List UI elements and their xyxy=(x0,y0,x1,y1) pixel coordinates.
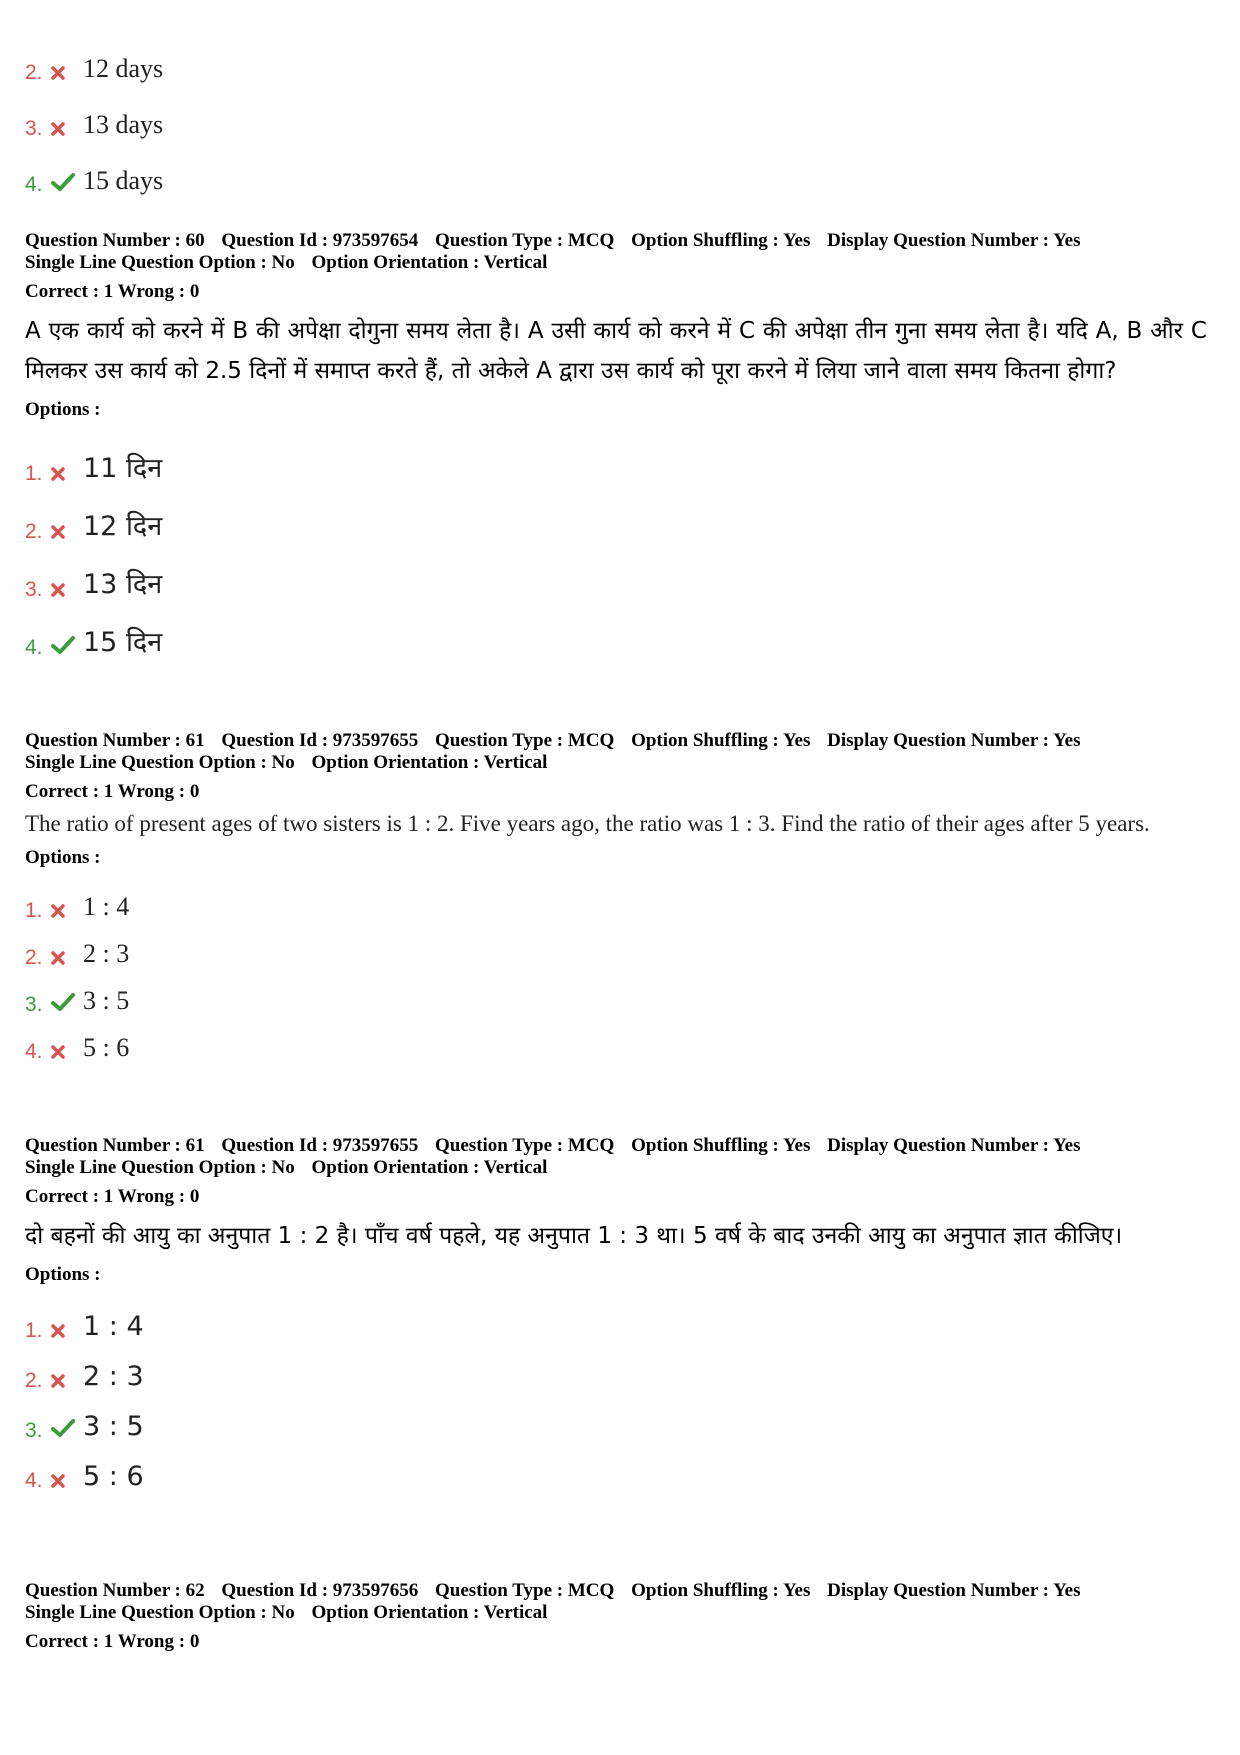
option-row xyxy=(25,1442,1215,1492)
option-row xyxy=(25,1016,1215,1063)
question-meta-line2: Single Line Question Option : No Option Orientation : Vertical xyxy=(25,1602,548,1623)
option-number: 2. xyxy=(25,1369,43,1392)
option-text: 3 : 5 xyxy=(83,1411,144,1442)
check-icon xyxy=(49,1416,83,1442)
cross-icon xyxy=(49,575,83,601)
option-number: 1. xyxy=(25,1319,43,1342)
option-text: 2 : 3 xyxy=(83,939,130,968)
marks-line: Correct : 1 Wrong : 0 xyxy=(25,1186,200,1207)
check-icon xyxy=(49,990,83,1016)
cross-icon xyxy=(49,1037,83,1063)
option-number: 2. xyxy=(25,520,43,543)
cross-icon xyxy=(49,114,83,140)
option-number: 3. xyxy=(25,993,43,1016)
top-options xyxy=(25,28,1215,196)
option-text: 13 दिन xyxy=(83,569,163,600)
option-row xyxy=(25,1292,1215,1342)
option-row xyxy=(25,969,1215,1016)
option-number: 3. xyxy=(25,1419,43,1442)
option-number: 4. xyxy=(25,1040,43,1063)
marks-line: Correct : 1 Wrong : 0 xyxy=(25,281,200,302)
question-text: The ratio of present ages of two sisters is 1 : 2. Five years ago, the ratio was 1 : 3. Find the ratio of their ages after 5 years. xyxy=(25,811,1150,836)
cross-icon xyxy=(49,943,83,969)
options-label: Options : xyxy=(25,399,101,420)
options-label: Options : xyxy=(25,1264,101,1285)
option-text: 15 दिन xyxy=(83,627,163,658)
option-text: 12 days xyxy=(83,54,164,83)
marks-line: Correct : 1 Wrong : 0 xyxy=(25,1631,200,1652)
option-row xyxy=(25,485,1215,543)
cross-icon xyxy=(49,517,83,543)
question-block xyxy=(25,1580,1215,1653)
option-number: 4. xyxy=(25,173,43,196)
question-meta: Question Number : 62 Question Id : 973597656 Question Type : MCQ Option Shuffling : Yes Display Question Number : Yes xyxy=(25,1580,1081,1601)
cross-icon xyxy=(49,1366,83,1392)
option-row xyxy=(25,1392,1215,1442)
option-number: 1. xyxy=(25,462,43,485)
option-row xyxy=(25,84,1215,140)
option-row xyxy=(25,922,1215,969)
option-number: 4. xyxy=(25,636,43,659)
cross-icon xyxy=(49,1316,83,1342)
cross-icon xyxy=(49,1466,83,1492)
options-list xyxy=(25,875,1215,1063)
option-row xyxy=(25,28,1215,84)
option-row xyxy=(25,427,1215,485)
option-number: 1. xyxy=(25,899,43,922)
option-number: 2. xyxy=(25,946,43,969)
option-text: 11 दिन xyxy=(83,453,163,484)
check-icon xyxy=(49,170,83,196)
option-number: 3. xyxy=(25,117,43,140)
option-text: 15 days xyxy=(83,166,164,195)
option-text: 1 : 4 xyxy=(83,1311,144,1342)
question-meta: Question Number : 61 Question Id : 973597655 Question Type : MCQ Option Shuffling : Yes Display Question Number : Yes xyxy=(25,1135,1081,1156)
cross-icon xyxy=(49,896,83,922)
option-text: 13 days xyxy=(83,110,164,139)
option-number: 4. xyxy=(25,1469,43,1492)
option-row xyxy=(25,543,1215,601)
question-text: A एक कार्य को करने में B की अपेक्षा दोगुना समय लेता है। A उसी कार्य को करने में C की अपेक्षा तीन गुना समय लेता है। यदि A, B और C मिलकर उस कार्य को 2.5 दिनों में समाप्त करते हैं, तो अकेले A द्वारा उस कार्य को पूरा करने में लिया जाने वाला समय कितना होगा? xyxy=(25,318,1207,384)
option-text: 2 : 3 xyxy=(83,1361,144,1392)
options-list xyxy=(25,427,1215,659)
option-row xyxy=(25,875,1215,922)
check-icon xyxy=(49,633,83,659)
question-meta-line2: Single Line Question Option : No Option Orientation : Vertical xyxy=(25,752,548,773)
question-block xyxy=(25,730,1215,1063)
marks-line: Correct : 1 Wrong : 0 xyxy=(25,781,200,802)
option-text: 5 : 6 xyxy=(83,1461,144,1492)
option-number: 3. xyxy=(25,578,43,601)
option-number: 2. xyxy=(25,61,43,84)
cross-icon xyxy=(49,459,83,485)
option-text: 12 दिन xyxy=(83,511,163,542)
options-list xyxy=(25,1292,1215,1492)
cross-icon xyxy=(49,58,83,84)
option-text: 1 : 4 xyxy=(83,892,130,921)
question-block xyxy=(25,1135,1215,1492)
option-text: 3 : 5 xyxy=(83,986,130,1015)
option-row xyxy=(25,140,1215,196)
question-meta: Question Number : 61 Question Id : 973597655 Question Type : MCQ Option Shuffling : Yes Display Question Number : Yes xyxy=(25,730,1081,751)
question-meta-line2: Single Line Question Option : No Option Orientation : Vertical xyxy=(25,252,548,273)
option-text: 5 : 6 xyxy=(83,1033,130,1062)
options-label: Options : xyxy=(25,847,101,868)
question-meta-line2: Single Line Question Option : No Option Orientation : Vertical xyxy=(25,1157,548,1178)
question-text: दो बहनों की आयु का अनुपात 1 : 2 है। पाँच वर्ष पहले, यह अनुपात 1 : 3 था। 5 वर्ष के बाद उनकी आयु का अनुपात ज्ञात कीजिए। xyxy=(25,1223,1123,1249)
question-meta: Question Number : 60 Question Id : 973597654 Question Type : MCQ Option Shuffling : Yes Display Question Number : Yes xyxy=(25,230,1081,251)
option-row xyxy=(25,1342,1215,1392)
question-block xyxy=(25,230,1215,659)
option-row xyxy=(25,601,1215,659)
